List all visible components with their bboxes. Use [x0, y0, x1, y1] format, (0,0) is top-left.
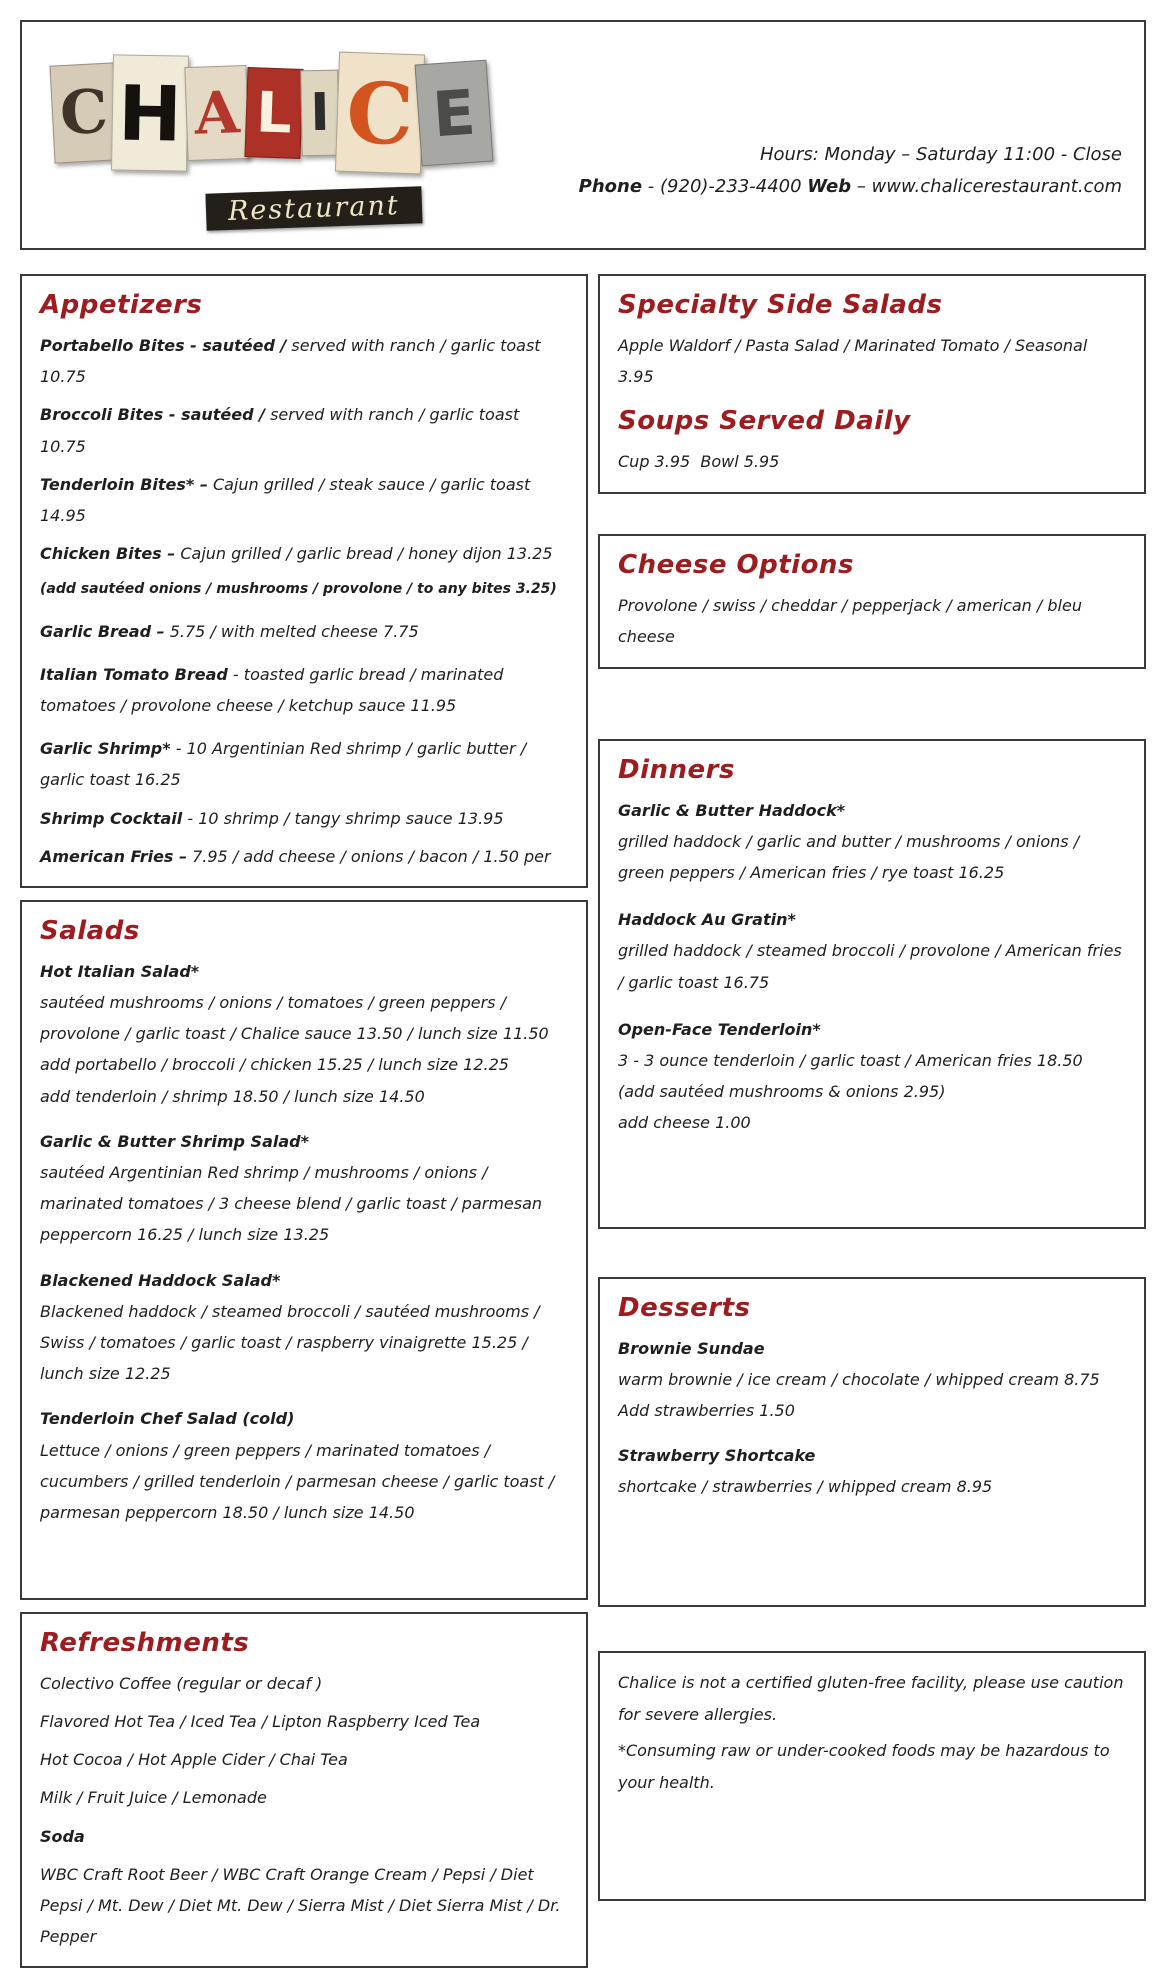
- phone-web-line: [579, 171, 1122, 203]
- menu-item: [618, 1014, 1126, 1139]
- menu-item: [40, 956, 568, 1112]
- item-line: grilled haddock / garlic and butter / mushrooms / onions / green peppers / American fries / rye toast 16.25: [618, 831, 1080, 882]
- item-desc: Hot Cocoa / Hot Apple Cider / Chai Tea: [40, 1750, 348, 1770]
- refreshments-items: [40, 1668, 568, 1953]
- side-salads-title: Specialty Side Salads: [618, 290, 943, 320]
- item-desc: served with ranch / garlic toast 10.75: [40, 405, 520, 456]
- salads-title: Salads: [40, 915, 140, 946]
- phone-value: - (920)-233-4400: [642, 175, 808, 197]
- item-name: Garlic & Butter Shrimp Salad*: [40, 1131, 309, 1151]
- contact-info: [508, 34, 1128, 236]
- item-line: Add strawberries 1.50: [618, 1400, 795, 1420]
- item-line: add portabello / broccoli / chicken 15.25 / lunch size 12.25: [40, 1055, 509, 1075]
- item-name: Shrimp Cocktail: [40, 808, 183, 828]
- item-name: Garlic Bread –: [40, 621, 165, 641]
- menu-item: [40, 1403, 568, 1528]
- item-line: add cheese 1.00: [618, 1113, 751, 1133]
- logo-letter: I: [300, 70, 339, 157]
- menu-item: [40, 1859, 568, 1953]
- item-line: 3 - 3 ounce tenderloin / garlic toast / American fries 18.50: [618, 1050, 1083, 1070]
- menu-item: [40, 1821, 568, 1852]
- menu-item: [40, 469, 568, 531]
- salads-section: [20, 900, 588, 1600]
- dinners-section: [598, 739, 1146, 1229]
- item-desc: Flavored Hot Tea / Iced Tea / Lipton Raspberry Iced Tea: [40, 1712, 481, 1732]
- salads-items: [40, 956, 568, 1528]
- menu-item: [40, 616, 568, 647]
- menu-item: [40, 576, 568, 603]
- logo-letter: H: [111, 54, 189, 171]
- item-name: Strawberry Shortcake: [618, 1446, 816, 1466]
- menu-item: [40, 1265, 568, 1390]
- item-desc: Cajun grilled / steak sauce / garlic toast 14.95: [40, 474, 531, 525]
- item-name: Brownie Sundae: [618, 1338, 765, 1358]
- menu-item: [40, 1668, 568, 1699]
- appetizers-items: [40, 330, 568, 872]
- item-desc: Colectivo Coffee (regular or decaf ): [40, 1673, 323, 1693]
- soups-title: Soups Served Daily: [618, 406, 911, 437]
- logo-letter: C: [335, 52, 425, 175]
- menu-item: [40, 1706, 568, 1737]
- item-name: American Fries –: [40, 846, 188, 866]
- menu-item: [40, 841, 568, 872]
- appetizers-section: [20, 274, 588, 888]
- item-name: Garlic Shrimp*: [40, 739, 171, 759]
- side-salads-body: Apple Waldorf / Pasta Salad / Marinated Tomato / Seasonal 3.95: [618, 336, 1093, 387]
- logo-letter: E: [415, 60, 494, 167]
- header: [20, 20, 1146, 250]
- appetizers-title: Appetizers: [40, 290, 203, 320]
- menu-item: [40, 1744, 568, 1775]
- item-name: Blackened Haddock Salad*: [40, 1270, 281, 1290]
- item-desc: 5.75 / with melted cheese 7.75: [164, 621, 419, 641]
- item-line: sautéed Argentinian Red shrimp / mushrooms / onions / marinated tomatoes / 3 cheese blend / garlic toast / parmesan peppercorn 16.25 / lunch size 13.25: [40, 1163, 543, 1245]
- disclaimer-section: [598, 1651, 1146, 1901]
- cheese-options-body: Provolone / swiss / cheddar / pepperjack / american / bleu cheese: [618, 595, 1088, 646]
- logo-letter: C: [49, 62, 118, 163]
- phone-label: Phone: [578, 175, 643, 197]
- cheese-options-section: [598, 534, 1146, 669]
- item-line: grilled haddock / steamed broccoli / provolone / American fries / garlic toast 16.75: [618, 941, 1122, 992]
- refreshments-title: Refreshments: [40, 1627, 250, 1658]
- item-desc: - 10 shrimp / tangy shrimp sauce 13.95: [182, 808, 504, 828]
- item-name: Open-Face Tenderloin*: [618, 1019, 821, 1039]
- menu-item: [618, 1333, 1126, 1427]
- item-line: warm brownie / ice cream / chocolate / whipped cream 8.75: [618, 1369, 1100, 1389]
- logo-letter: A: [184, 65, 249, 161]
- cheese-options-title: Cheese Options: [618, 549, 854, 580]
- logo-script-banner: Restaurant: [205, 186, 422, 231]
- right-column: [598, 274, 1146, 1901]
- desserts-items: [618, 1333, 1126, 1503]
- item-name: Garlic & Butter Haddock*: [618, 800, 846, 820]
- menu-item: [40, 538, 568, 569]
- item-line: Blackened haddock / steamed broccoli / sautéed mushrooms / Swiss / tomatoes / garlic toast / raspberry vinaigrette 15.25 / lunch size 12.25: [40, 1301, 540, 1384]
- item-desc: Milk / Fruit Juice / Lemonade: [40, 1788, 267, 1808]
- menu-item: [40, 330, 568, 392]
- item-name: Portabello Bites - sautéed /: [40, 336, 287, 355]
- item-desc: Cajun grilled / garlic bread / honey dijon 13.25: [175, 544, 553, 564]
- menu-item: [40, 659, 568, 721]
- item-name: Tenderloin Bites* –: [40, 474, 208, 494]
- desserts-title: Desserts: [618, 1292, 751, 1323]
- item-name: Chicken Bites –: [40, 544, 176, 564]
- item-line: (add sautéed mushrooms & onions 2.95): [618, 1082, 946, 1102]
- disclaimer-raw-food-text: *Consuming raw or under-cooked foods may be hazardous to your health.: [618, 1740, 1110, 1792]
- item-desc: served with ranch / garlic toast 10.75: [40, 336, 541, 387]
- item-name: Soda: [40, 1826, 85, 1846]
- dinners-items: [618, 795, 1126, 1139]
- item-line: shortcake / strawberries / whipped cream 8.95: [618, 1477, 993, 1497]
- menu-item: [40, 1782, 568, 1813]
- item-line: Lettuce / onions / green peppers / marinated tomatoes / cucumbers / grilled tenderloin / parmesan cheese / garlic toast / parmesan peppercorn 18.50 / lunch size 14.50: [40, 1440, 555, 1522]
- item-desc: 7.95 / add cheese / onions / bacon / 1.50 per: [187, 846, 551, 866]
- menu-item: [40, 733, 568, 795]
- item-name: Tenderloin Chef Salad (cold): [40, 1409, 295, 1429]
- hours-text: Hours: Monday – Saturday 11:00 - Close: [759, 144, 1122, 165]
- desserts-section: [598, 1277, 1146, 1607]
- menu-item: [618, 904, 1126, 998]
- menu-item: [40, 803, 568, 834]
- web-value: – www.chalicerestaurant.com: [851, 175, 1122, 197]
- menu-item: [40, 399, 568, 461]
- left-column: [20, 274, 588, 1968]
- item-line: sautéed mushrooms / onions / tomatoes / green peppers / provolone / garlic toast / Chalice sauce 13.50 / lunch size 11.50: [40, 993, 549, 1044]
- menu-item: [40, 1126, 568, 1251]
- side-salads-section: [598, 274, 1146, 494]
- restaurant-logo: [38, 34, 508, 234]
- logo-letter: L: [244, 67, 303, 159]
- item-name: (add sautéed onions / mushrooms / provolone / to any bites 3.25): [40, 581, 557, 598]
- item-desc: - toasted garlic bread / marinated tomatoes / provolone cheese / ketchup sauce 11.95: [40, 664, 504, 715]
- item-desc: WBC Craft Root Beer / WBC Craft Orange Cream / Pepsi / Diet Pepsi / Mt. Dew / Diet Mt. Dew / Sierra Mist / Diet Sierra Mist / Dr. Pepper: [40, 1864, 561, 1947]
- item-name: Broccoli Bites - sautéed /: [40, 405, 265, 425]
- menu-item: [618, 795, 1126, 889]
- dinners-title: Dinners: [618, 754, 735, 785]
- item-name: Italian Tomato Bread: [40, 664, 228, 684]
- logo-letters: [38, 34, 508, 184]
- refreshments-section: [20, 1612, 588, 1969]
- disclaimer-allergy-text: Chalice is not a certified gluten-free facility, please use caution for severe allergies.: [618, 1672, 1124, 1724]
- item-name: Hot Italian Salad*: [40, 961, 200, 981]
- item-line: add tenderloin / shrimp 18.50 / lunch size 14.50: [40, 1086, 425, 1106]
- item-desc: - 10 Argentinian Red shrimp / garlic butter / garlic toast 16.25: [40, 739, 527, 790]
- item-name: Haddock Au Gratin*: [618, 910, 796, 930]
- web-label: Web: [807, 175, 852, 197]
- menu-item: [618, 1440, 1126, 1502]
- soups-body: Cup 3.95 Bowl 5.95: [618, 452, 780, 472]
- menu-columns: [20, 274, 1146, 1968]
